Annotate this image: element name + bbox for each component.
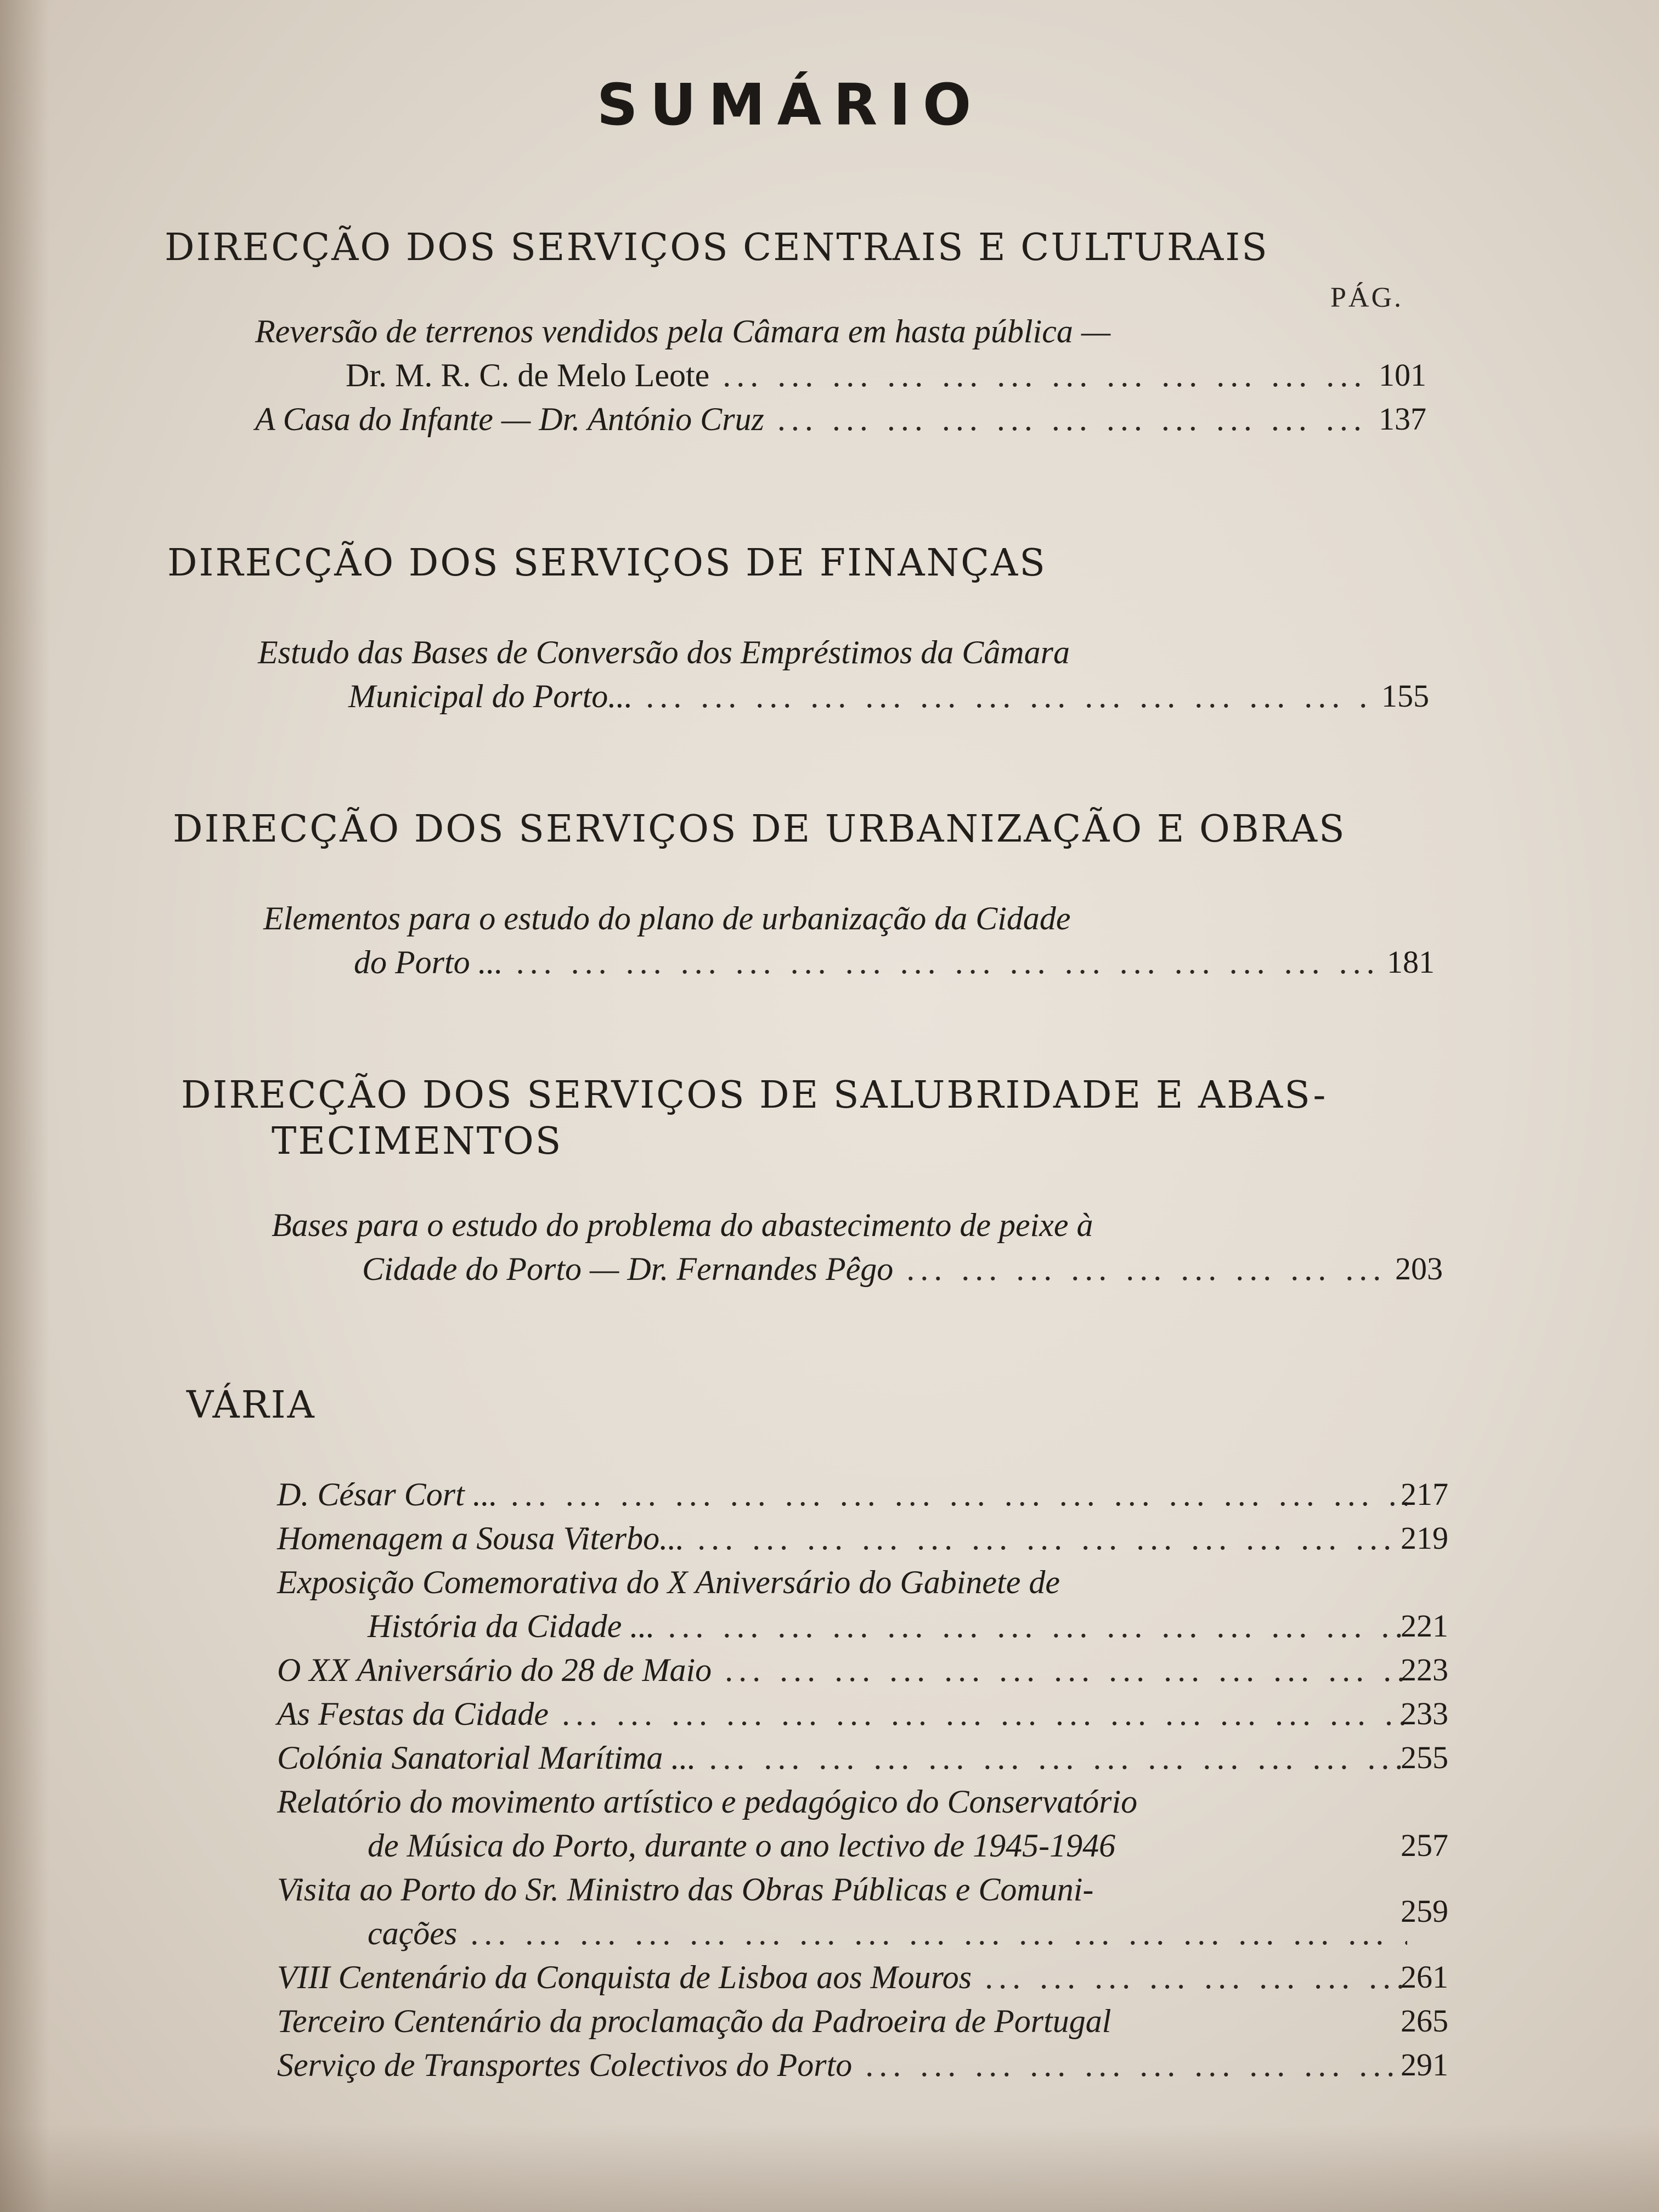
entry-title: Reversão de terrenos vendidos pela Câmara em hasta pública —: [255, 313, 1111, 349]
entry-line: [258, 630, 1372, 674]
dot-leader: [697, 1516, 1407, 1560]
section-servicos-urbanizacao: [173, 806, 1435, 984]
entry-line: [277, 1955, 1407, 1999]
entry-line: [277, 1867, 1407, 1911]
entry-page-number: 221: [1401, 1608, 1448, 1644]
entry-line: [362, 1247, 1385, 1291]
toc-entry: [187, 1867, 1448, 1955]
entry-list: [165, 309, 1426, 441]
entry-line: [368, 1911, 1407, 1955]
dot-leader: [562, 1692, 1407, 1736]
dot-leader: [865, 2043, 1407, 2087]
entry-title: Homenagem a Sousa Viterbo...: [277, 1520, 685, 1556]
entry-title: VIII Centenário da Conquista de Lisboa aos Mouros: [277, 1959, 972, 1995]
entry-page-number: 255: [1401, 1740, 1448, 1775]
dot-leader: [906, 1247, 1385, 1291]
entry-title: Municipal do Porto...: [348, 678, 633, 714]
entry-page-number: 261: [1401, 1959, 1448, 1995]
entry-line: [354, 940, 1377, 984]
page-column-label: PÁG.: [1330, 282, 1404, 313]
section-servicos-centrais: [165, 225, 1426, 441]
toc-entry: [187, 1472, 1448, 1516]
entry-line: [277, 1560, 1407, 1604]
entry-list: [173, 896, 1435, 984]
entry-page-number: 155: [1381, 678, 1429, 714]
section-servicos-financas: [167, 540, 1429, 718]
section-varia: [187, 1383, 1448, 2087]
dot-leader: [777, 397, 1369, 441]
entry-list: [187, 1472, 1448, 2087]
entry-title: As Festas da Cidade: [277, 1696, 549, 1732]
entry-line: [368, 1824, 1407, 1867]
entry-line: [277, 1692, 1407, 1736]
section-heading-line: DIRECÇÃO DOS SERVIÇOS DE SALUBRIDADE E ABAS-: [181, 1074, 1328, 1117]
toc-entry: [187, 1780, 1448, 1867]
dot-leader: [723, 353, 1369, 397]
entry-line: [272, 1203, 1385, 1247]
toc-entry: [167, 630, 1429, 718]
section-servicos-salubridade: [181, 1073, 1443, 1291]
entry-line: [277, 1780, 1407, 1824]
entry-title: Colónia Sanatorial Marítima ...: [277, 1740, 696, 1776]
toc-entry: [187, 1516, 1448, 1560]
entry-title: Terceiro Centenário da proclamação da Padroeira de Portugal: [277, 2003, 1111, 2039]
entry-page-number: 257: [1401, 1827, 1448, 1863]
entry-page-number: 291: [1401, 2047, 1448, 2083]
entry-page-number: 219: [1401, 1520, 1448, 1556]
entry-page-number: 181: [1387, 944, 1435, 980]
entry-title: D. César Cort ...: [277, 1476, 498, 1513]
toc-entry: [187, 1560, 1448, 1648]
dot-leader: [646, 674, 1372, 718]
toc-entry: [181, 1203, 1443, 1291]
entry-page-number: 101: [1379, 357, 1426, 393]
section-heading: [181, 1073, 1443, 1165]
section-heading: VÁRIA: [187, 1384, 316, 1427]
entry-list: [167, 630, 1429, 718]
entry-page-number: 223: [1401, 1652, 1448, 1688]
entry-title: de Música do Porto, durante o ano lectivo de 1945-1946: [368, 1827, 1116, 1864]
entry-line: [277, 1736, 1407, 1780]
entry-line: [277, 2043, 1407, 2087]
entry-title: Relatório do movimento artístico e pedagógico do Conservatório: [277, 1784, 1138, 1820]
section-heading: DIRECÇÃO DOS SERVIÇOS CENTRAIS E CULTURAIS: [165, 226, 1269, 269]
entry-title: O XX Aniversário do 28 de Maio: [277, 1652, 712, 1688]
entry-title: História da Cidade ...: [368, 1608, 655, 1644]
entry-title: Serviço de Transportes Colectivos do Porto: [277, 2047, 853, 2083]
entry-title: A Casa do Infante — Dr. António Cruz: [255, 401, 764, 437]
entry-title: Elementos para o estudo do plano de urbanização da Cidade: [263, 900, 1071, 936]
dot-leader: [668, 1604, 1407, 1648]
entry-page-number: 259: [1401, 1893, 1448, 1929]
entry-line: [348, 674, 1372, 718]
entry-page-number: 233: [1401, 1696, 1448, 1731]
entry-author: Dr. M. R. C. de Melo Leote: [346, 357, 710, 393]
toc-entry: [187, 1736, 1448, 1780]
entry-line: [277, 1516, 1407, 1560]
toc-entry: [187, 2043, 1448, 2087]
entry-title: Exposição Comemorativa do X Aniversário do Gabinete de: [277, 1564, 1060, 1600]
entry-list: [181, 1203, 1443, 1291]
entry-line: [255, 397, 1369, 441]
entry-line: [277, 1999, 1407, 2043]
toc-entry: [187, 1999, 1448, 2043]
entry-line: [277, 1648, 1407, 1692]
entry-line: [277, 1472, 1407, 1516]
toc-entry: [165, 309, 1426, 397]
toc-entry: [187, 1692, 1448, 1736]
entry-page-number: 217: [1401, 1476, 1448, 1512]
dot-leader: [470, 1911, 1407, 1955]
dot-leader: [985, 1955, 1407, 1999]
toc-entry: [187, 1648, 1448, 1692]
dot-leader: [709, 1736, 1407, 1780]
dot-leader: [516, 940, 1377, 984]
toc-entry: [165, 397, 1426, 441]
entry-title: Bases para o estudo do problema do abastecimento de peixe à: [272, 1207, 1093, 1243]
entry-line: [368, 1604, 1407, 1648]
entry-line: [263, 896, 1377, 940]
section-heading-line: TECIMENTOS: [272, 1120, 563, 1163]
entry-line: [255, 309, 1369, 353]
page-title: SUMÁRIO: [596, 71, 984, 138]
dot-leader: [511, 1472, 1407, 1516]
entry-line: [346, 353, 1369, 397]
entry-title: Estudo das Bases de Conversão dos Empréstimos da Câmara: [258, 634, 1070, 670]
entry-page-number: 203: [1395, 1251, 1443, 1286]
entry-title: Visita ao Porto do Sr. Ministro das Obras Públicas e Comuni-: [277, 1871, 1094, 1908]
section-heading: DIRECÇÃO DOS SERVIÇOS DE FINANÇAS: [167, 541, 1047, 585]
entry-page-number: 265: [1401, 2003, 1448, 2039]
dot-leader: [725, 1648, 1407, 1692]
entry-title: do Porto ...: [354, 944, 503, 980]
entry-title: Cidade do Porto — Dr. Fernandes Pêgo: [362, 1251, 894, 1287]
toc-entry: [187, 1955, 1448, 1999]
entry-title: cações: [368, 1915, 458, 1951]
toc-entry: [173, 896, 1435, 984]
entry-page-number: 137: [1379, 401, 1426, 437]
section-heading: DIRECÇÃO DOS SERVIÇOS DE URBANIZAÇÃO E OBRAS: [173, 808, 1346, 851]
